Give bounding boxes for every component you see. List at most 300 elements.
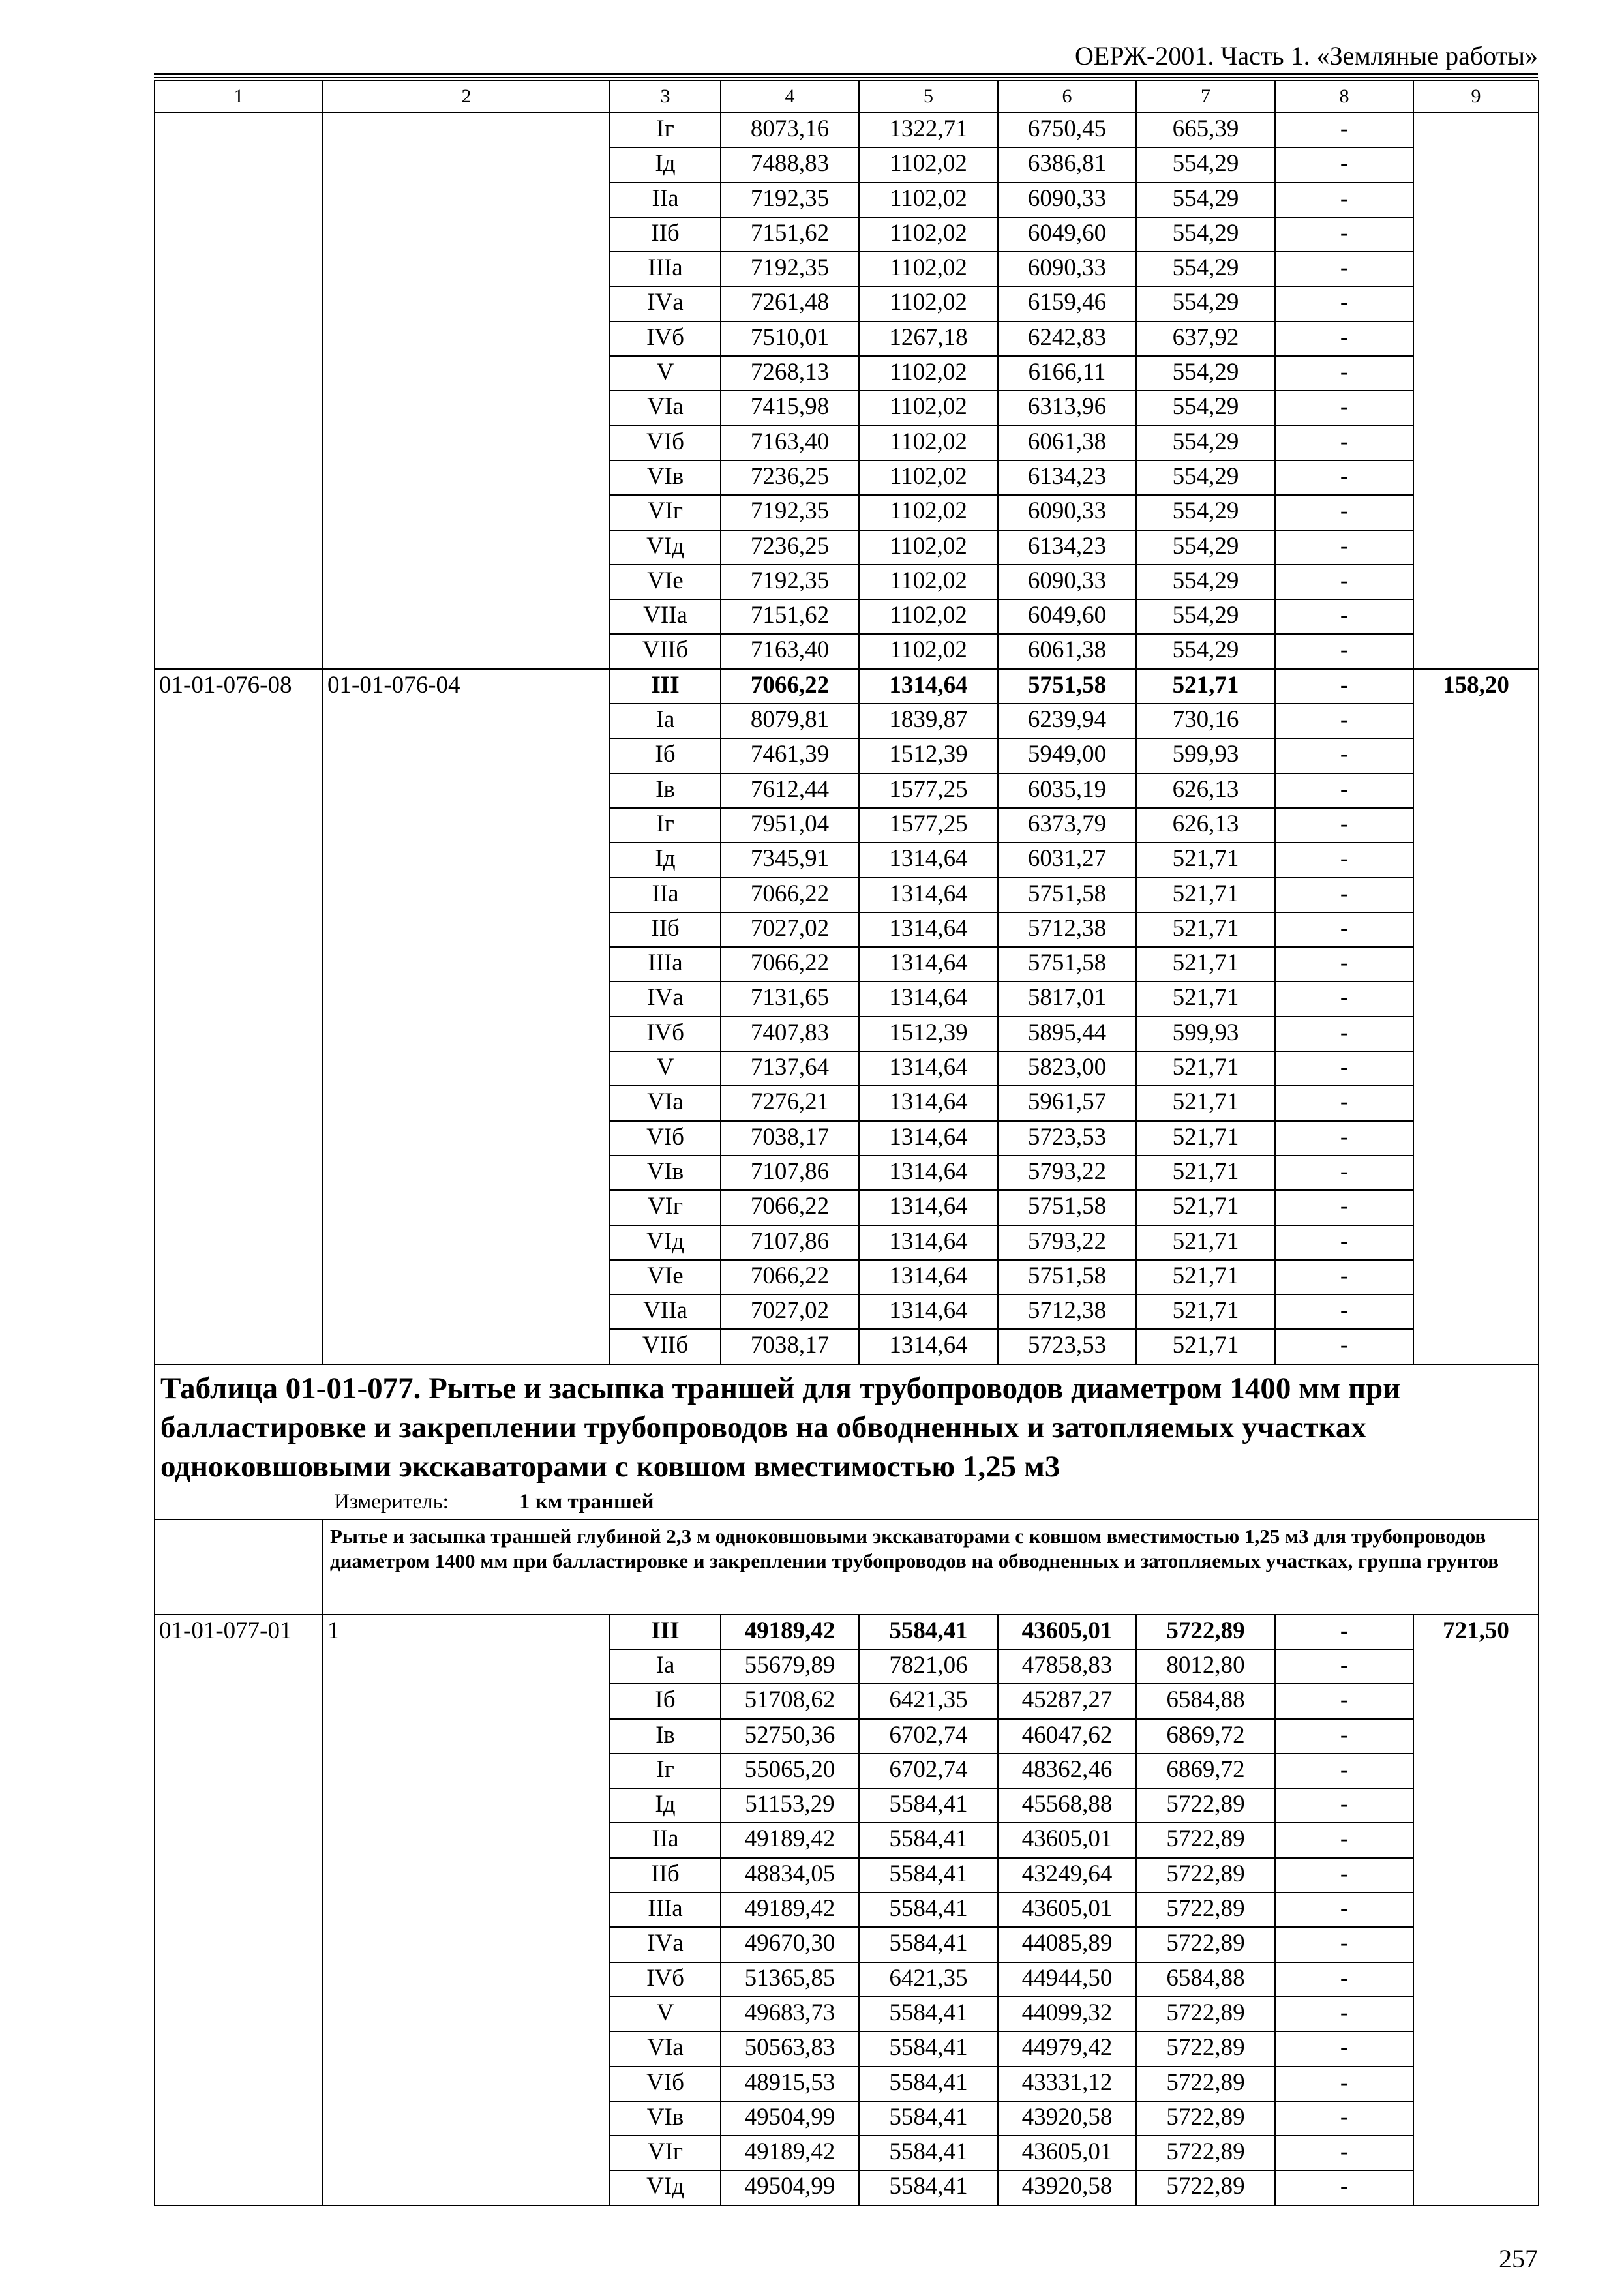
value-cell: 1839,87 <box>859 704 998 738</box>
value-cell: - <box>1275 217 1413 252</box>
value-cell: 6584,88 <box>1136 1962 1275 1997</box>
value-cell: 7192,35 <box>721 565 859 599</box>
value-cell: 5722,89 <box>1136 2136 1275 2170</box>
value-cell: 55065,20 <box>721 1754 859 1788</box>
soil-group-cell: VIд <box>610 2170 721 2205</box>
value-cell: 48915,53 <box>721 2067 859 2101</box>
soil-group-cell: VIIб <box>610 1329 721 1364</box>
soil-group-cell: IIа <box>610 878 721 912</box>
value-cell: 5722,89 <box>1136 2101 1275 2136</box>
value-cell: 1314,64 <box>859 878 998 912</box>
value-cell: 1102,02 <box>859 183 998 217</box>
value-cell: 1314,64 <box>859 981 998 1016</box>
soil-group-cell: Iб <box>610 738 721 773</box>
value-cell: - <box>1275 1156 1413 1190</box>
value-cell: 1102,02 <box>859 495 998 530</box>
soil-group-cell: III <box>610 669 721 704</box>
table-row <box>155 113 1539 147</box>
value-cell: 554,29 <box>1136 252 1275 286</box>
value-cell: 51365,85 <box>721 1962 859 1997</box>
col-number: 6 <box>998 80 1136 113</box>
value-cell: 554,29 <box>1136 495 1275 530</box>
soil-group-cell: VIб <box>610 1121 721 1156</box>
value-cell: 554,29 <box>1136 565 1275 599</box>
value-cell: 5722,89 <box>1136 1858 1275 1893</box>
value-cell: - <box>1275 1225 1413 1260</box>
value-cell: 6166,11 <box>998 356 1136 391</box>
value-cell: 7027,02 <box>721 912 859 947</box>
soil-group-cell: VIIа <box>610 1294 721 1329</box>
value-cell: 6061,38 <box>998 634 1136 668</box>
value-cell: 554,29 <box>1136 426 1275 460</box>
labor-cost-cell: 158,20 <box>1413 669 1539 1364</box>
table-title-row <box>155 1364 1539 1519</box>
value-cell: 1102,02 <box>859 426 998 460</box>
labor-cost-cell <box>1413 113 1539 669</box>
value-cell: 5722,89 <box>1136 1997 1275 2031</box>
soil-group-cell: IIб <box>610 912 721 947</box>
value-cell: 5584,41 <box>859 1927 998 1962</box>
value-cell: 521,71 <box>1136 1260 1275 1294</box>
value-cell: 6869,72 <box>1136 1719 1275 1754</box>
value-cell: 599,93 <box>1136 1017 1275 1051</box>
soil-group-cell: VIа <box>610 391 721 425</box>
value-cell: 49189,42 <box>721 1893 859 1927</box>
soil-group-cell: Iб <box>610 1684 721 1718</box>
value-cell: - <box>1275 565 1413 599</box>
value-cell: - <box>1275 530 1413 565</box>
value-cell: 521,71 <box>1136 947 1275 981</box>
value-cell: 554,29 <box>1136 356 1275 391</box>
value-cell: 8079,81 <box>721 704 859 738</box>
value-cell: 51708,62 <box>721 1684 859 1718</box>
value-cell: 6869,72 <box>1136 1754 1275 1788</box>
work-description: Рытье и засыпка траншей глубиной 2,3 м одноковшовыми экскаваторами с ковшом вместимостью 1,25 м3 для трубопроводов диаметром 1400 мм при балластировке и закреплении трубопроводов на обводненных и затопляемых участках, группа грунтов <box>323 1519 1539 1615</box>
value-cell: 7151,62 <box>721 599 859 634</box>
value-cell: - <box>1275 252 1413 286</box>
value-cell: 5584,41 <box>859 2101 998 2136</box>
value-cell: - <box>1275 1997 1413 2031</box>
value-cell: 7236,25 <box>721 460 859 495</box>
value-cell: 5723,53 <box>998 1329 1136 1364</box>
value-cell: - <box>1275 981 1413 1016</box>
value-cell: 5722,89 <box>1136 1788 1275 1823</box>
soil-group-cell: Iв <box>610 773 721 808</box>
value-cell: 7027,02 <box>721 1294 859 1329</box>
value-cell: 7066,22 <box>721 669 859 704</box>
value-cell: 7066,22 <box>721 947 859 981</box>
value-cell: 6159,46 <box>998 286 1136 321</box>
col-number: 5 <box>859 80 998 113</box>
soil-group-cell: VIа <box>610 2031 721 2066</box>
value-cell: 6584,88 <box>1136 1684 1275 1718</box>
value-cell: - <box>1275 912 1413 947</box>
value-cell: 7131,65 <box>721 981 859 1016</box>
value-cell: 1577,25 <box>859 773 998 808</box>
value-cell: 665,39 <box>1136 113 1275 147</box>
value-cell: 1102,02 <box>859 599 998 634</box>
soil-group-cell: Iа <box>610 704 721 738</box>
value-cell: 5584,41 <box>859 1997 998 2031</box>
value-cell: 5722,89 <box>1136 2170 1275 2205</box>
value-cell: 730,16 <box>1136 704 1275 738</box>
value-cell: 5722,89 <box>1136 2067 1275 2101</box>
value-cell: 5584,41 <box>859 1615 998 1649</box>
value-cell: 7612,44 <box>721 773 859 808</box>
value-cell: 43605,01 <box>998 1893 1136 1927</box>
value-cell: 1314,64 <box>859 1086 998 1120</box>
value-cell: 521,71 <box>1136 1294 1275 1329</box>
value-cell: 49683,73 <box>721 1997 859 2031</box>
soil-group-cell: Iг <box>610 808 721 843</box>
value-cell: 554,29 <box>1136 460 1275 495</box>
rate-ref-cell: 01-01-076-04 <box>323 669 610 1364</box>
value-cell: 6750,45 <box>998 113 1136 147</box>
value-cell: - <box>1275 495 1413 530</box>
header-rule <box>154 73 1538 75</box>
value-cell: 6242,83 <box>998 322 1136 356</box>
value-cell: 7107,86 <box>721 1225 859 1260</box>
value-cell: - <box>1275 1086 1413 1120</box>
soil-group-cell: Iд <box>610 1788 721 1823</box>
value-cell: 43331,12 <box>998 2067 1136 2101</box>
table-row <box>155 1615 1539 1649</box>
soil-group-cell: IIIа <box>610 252 721 286</box>
value-cell: 1314,64 <box>859 1329 998 1364</box>
col-number: 4 <box>721 80 859 113</box>
value-cell: - <box>1275 599 1413 634</box>
value-cell: 5584,41 <box>859 2067 998 2101</box>
value-cell: 626,13 <box>1136 808 1275 843</box>
value-cell: 7268,13 <box>721 356 859 391</box>
value-cell: 7415,98 <box>721 391 859 425</box>
value-cell: 521,71 <box>1136 1051 1275 1086</box>
value-cell: 521,71 <box>1136 1329 1275 1364</box>
value-cell: 521,71 <box>1136 669 1275 704</box>
value-cell: 6373,79 <box>998 808 1136 843</box>
value-cell: 7461,39 <box>721 738 859 773</box>
col-number: 3 <box>610 80 721 113</box>
rate-code-cell: 01-01-077-01 <box>155 1615 323 2206</box>
table-title: Таблица 01-01-077. Рытье и засыпка траншей для трубопроводов диаметром 1400 мм при балластировке и закреплении трубопроводов на обводненных и затопляемых участках одноковшовыми экскаваторами с ковшом вместимостью 1,25 м3 <box>160 1371 1401 1484</box>
value-cell: 1314,64 <box>859 1156 998 1190</box>
value-cell: 554,29 <box>1136 147 1275 182</box>
soil-group-cell: IIIа <box>610 1893 721 1927</box>
value-cell: 7261,48 <box>721 286 859 321</box>
value-cell: - <box>1275 356 1413 391</box>
value-cell: 5793,22 <box>998 1156 1136 1190</box>
value-cell: 43605,01 <box>998 1615 1136 1649</box>
value-cell: - <box>1275 843 1413 877</box>
value-cell: 43249,64 <box>998 1858 1136 1893</box>
soil-group-cell: VIг <box>610 2136 721 2170</box>
value-cell: 51153,29 <box>721 1788 859 1823</box>
value-cell: 1102,02 <box>859 530 998 565</box>
value-cell: 52750,36 <box>721 1719 859 1754</box>
value-cell: - <box>1275 1649 1413 1684</box>
value-cell: - <box>1275 634 1413 668</box>
value-cell: 6421,35 <box>859 1684 998 1718</box>
value-cell: 43605,01 <box>998 1823 1136 1857</box>
soil-group-cell: IVа <box>610 286 721 321</box>
soil-group-cell: IIа <box>610 183 721 217</box>
value-cell: 5712,38 <box>998 912 1136 947</box>
value-cell: 1512,39 <box>859 1017 998 1051</box>
value-cell: 6386,81 <box>998 147 1136 182</box>
measure-value: 1 км траншей <box>519 1489 654 1514</box>
value-cell: 1102,02 <box>859 565 998 599</box>
value-cell: 7163,40 <box>721 634 859 668</box>
value-cell: 6134,23 <box>998 460 1136 495</box>
value-cell: 6134,23 <box>998 530 1136 565</box>
value-cell: 45568,88 <box>998 1788 1136 1823</box>
value-cell: 5584,41 <box>859 1893 998 1927</box>
value-cell: 8012,80 <box>1136 1649 1275 1684</box>
soil-group-cell: V <box>610 356 721 391</box>
soil-group-cell: Iд <box>610 843 721 877</box>
value-cell: 1314,64 <box>859 1051 998 1086</box>
value-cell: 7066,22 <box>721 1190 859 1225</box>
value-cell: 1102,02 <box>859 356 998 391</box>
rate-code-cell: 01-01-076-08 <box>155 669 323 1364</box>
value-cell: 5584,41 <box>859 1788 998 1823</box>
value-cell: - <box>1275 704 1413 738</box>
value-cell: 7137,64 <box>721 1051 859 1086</box>
value-cell: - <box>1275 1927 1413 1962</box>
value-cell: - <box>1275 286 1413 321</box>
value-cell: 5751,58 <box>998 1190 1136 1225</box>
value-cell: 7038,17 <box>721 1329 859 1364</box>
soil-group-cell: VIIа <box>610 599 721 634</box>
value-cell: - <box>1275 1051 1413 1086</box>
header-rule-thin <box>154 77 1538 78</box>
rate-ref-cell: 1 <box>323 1615 610 2206</box>
soil-group-cell: VIб <box>610 2067 721 2101</box>
value-cell: 1314,64 <box>859 669 998 704</box>
value-cell: 6313,96 <box>998 391 1136 425</box>
value-cell: 49189,42 <box>721 1823 859 1857</box>
value-cell: 55679,89 <box>721 1649 859 1684</box>
value-cell: - <box>1275 113 1413 147</box>
value-cell: 554,29 <box>1136 391 1275 425</box>
value-cell: 7951,04 <box>721 808 859 843</box>
value-cell: - <box>1275 183 1413 217</box>
value-cell: 637,92 <box>1136 322 1275 356</box>
value-cell: 45287,27 <box>998 1684 1136 1718</box>
value-cell: - <box>1275 1788 1413 1823</box>
value-cell: 49189,42 <box>721 2136 859 2170</box>
soil-group-cell: IIб <box>610 1858 721 1893</box>
value-cell: 7345,91 <box>721 843 859 877</box>
value-cell: 6702,74 <box>859 1754 998 1788</box>
value-cell: 554,29 <box>1136 183 1275 217</box>
table-row <box>155 669 1539 704</box>
value-cell: 521,71 <box>1136 1225 1275 1260</box>
value-cell: 5712,38 <box>998 1294 1136 1329</box>
value-cell: 521,71 <box>1136 1190 1275 1225</box>
value-cell: 6090,33 <box>998 565 1136 599</box>
value-cell: 5751,58 <box>998 669 1136 704</box>
value-cell: - <box>1275 1017 1413 1051</box>
value-cell: 5584,41 <box>859 1823 998 1857</box>
soil-group-cell: IVб <box>610 322 721 356</box>
value-cell: - <box>1275 738 1413 773</box>
value-cell: 7821,06 <box>859 1649 998 1684</box>
soil-group-cell: Iв <box>610 1719 721 1754</box>
soil-group-cell: VIа <box>610 1086 721 1120</box>
value-cell: 44085,89 <box>998 1927 1136 1962</box>
value-cell: 50563,83 <box>721 2031 859 2066</box>
value-cell: 521,71 <box>1136 1086 1275 1120</box>
value-cell: 7510,01 <box>721 322 859 356</box>
soil-group-cell: VIв <box>610 2101 721 2136</box>
labor-cost-cell: 721,50 <box>1413 1615 1539 2206</box>
value-cell: 49189,42 <box>721 1615 859 1649</box>
value-cell: 5949,00 <box>998 738 1136 773</box>
value-cell: 5584,41 <box>859 1858 998 1893</box>
soil-group-cell: Iа <box>610 1649 721 1684</box>
soil-group-cell: VIе <box>610 1260 721 1294</box>
soil-group-cell: V <box>610 1997 721 2031</box>
value-cell: 49670,30 <box>721 1927 859 1962</box>
value-cell: - <box>1275 947 1413 981</box>
value-cell: - <box>1275 1121 1413 1156</box>
value-cell: 5723,53 <box>998 1121 1136 1156</box>
soil-group-cell: VIв <box>610 1156 721 1190</box>
value-cell: 5817,01 <box>998 981 1136 1016</box>
value-cell: 7038,17 <box>721 1121 859 1156</box>
value-cell: 44979,42 <box>998 2031 1136 2066</box>
soil-group-cell: VIе <box>610 565 721 599</box>
value-cell: 1102,02 <box>859 286 998 321</box>
value-cell: 49504,99 <box>721 2101 859 2136</box>
value-cell: 1314,64 <box>859 1260 998 1294</box>
value-cell: - <box>1275 878 1413 912</box>
value-cell: - <box>1275 2170 1413 2205</box>
value-cell: 6049,60 <box>998 599 1136 634</box>
soil-group-cell: IVб <box>610 1017 721 1051</box>
value-cell: 7066,22 <box>721 1260 859 1294</box>
value-cell: - <box>1275 1719 1413 1754</box>
value-cell: 521,71 <box>1136 1121 1275 1156</box>
soil-group-cell: Iг <box>610 113 721 147</box>
value-cell: 6061,38 <box>998 426 1136 460</box>
value-cell: 6049,60 <box>998 217 1136 252</box>
value-cell: 7192,35 <box>721 183 859 217</box>
soil-group-cell: IVб <box>610 1962 721 1997</box>
empty-cell <box>155 1519 323 1615</box>
value-cell: 5584,41 <box>859 2136 998 2170</box>
value-cell: - <box>1275 460 1413 495</box>
soil-group-cell: Iд <box>610 147 721 182</box>
value-cell: 7407,83 <box>721 1017 859 1051</box>
soil-group-cell: IIа <box>610 1823 721 1857</box>
value-cell: 5751,58 <box>998 878 1136 912</box>
value-cell: 6031,27 <box>998 843 1136 877</box>
value-cell: 5722,89 <box>1136 1927 1275 1962</box>
value-cell: - <box>1275 1615 1413 1649</box>
value-cell: 7276,21 <box>721 1086 859 1120</box>
value-cell: - <box>1275 2067 1413 2101</box>
value-cell: 521,71 <box>1136 843 1275 877</box>
page-number: 257 <box>1499 2244 1538 2273</box>
value-cell: 8073,16 <box>721 113 859 147</box>
value-cell: - <box>1275 2031 1413 2066</box>
value-cell: 5751,58 <box>998 1260 1136 1294</box>
value-cell: - <box>1275 1190 1413 1225</box>
value-cell: - <box>1275 322 1413 356</box>
value-cell: - <box>1275 426 1413 460</box>
value-cell: - <box>1275 2101 1413 2136</box>
value-cell: - <box>1275 1294 1413 1329</box>
value-cell: 5722,89 <box>1136 1893 1275 1927</box>
soil-group-cell: IIIа <box>610 947 721 981</box>
page-header-title: ОЕРЖ-2001. Часть 1. «Земляные работы» <box>1075 41 1538 70</box>
value-cell: 1102,02 <box>859 460 998 495</box>
soil-group-cell: IIб <box>610 217 721 252</box>
value-cell: 554,29 <box>1136 530 1275 565</box>
soil-group-cell: Iг <box>610 1754 721 1788</box>
value-cell: 1322,71 <box>859 113 998 147</box>
value-cell: 6702,74 <box>859 1719 998 1754</box>
value-cell: - <box>1275 2136 1413 2170</box>
value-cell: 49504,99 <box>721 2170 859 2205</box>
value-cell: 521,71 <box>1136 878 1275 912</box>
value-cell: 5584,41 <box>859 2031 998 2066</box>
value-cell: 1102,02 <box>859 634 998 668</box>
soil-group-cell: VIд <box>610 530 721 565</box>
value-cell: 48834,05 <box>721 1858 859 1893</box>
value-cell: 554,29 <box>1136 634 1275 668</box>
value-cell: 599,93 <box>1136 738 1275 773</box>
value-cell: 5793,22 <box>998 1225 1136 1260</box>
value-cell: 5722,89 <box>1136 1823 1275 1857</box>
rate-ref-cell <box>323 113 610 669</box>
col-number: 9 <box>1413 80 1539 113</box>
soil-group-cell: VIб <box>610 426 721 460</box>
value-cell: 43605,01 <box>998 2136 1136 2170</box>
value-cell: 6421,35 <box>859 1962 998 1997</box>
value-cell: 554,29 <box>1136 217 1275 252</box>
value-cell: 6239,94 <box>998 704 1136 738</box>
value-cell: 1102,02 <box>859 217 998 252</box>
value-cell: 43920,58 <box>998 2170 1136 2205</box>
value-cell: 7066,22 <box>721 878 859 912</box>
value-cell: - <box>1275 1823 1413 1857</box>
table-title-cell <box>155 1364 1539 1519</box>
measure-label: Измеритель: <box>334 1489 449 1514</box>
column-number-row <box>155 80 1539 113</box>
value-cell: 7192,35 <box>721 495 859 530</box>
value-cell: 521,71 <box>1136 1156 1275 1190</box>
value-cell: 1512,39 <box>859 738 998 773</box>
value-cell: - <box>1275 773 1413 808</box>
value-cell: 5722,89 <box>1136 2031 1275 2066</box>
value-cell: 7151,62 <box>721 217 859 252</box>
value-cell: 43920,58 <box>998 2101 1136 2136</box>
value-cell: 6035,19 <box>998 773 1136 808</box>
value-cell: 626,13 <box>1136 773 1275 808</box>
value-cell: 1314,64 <box>859 1190 998 1225</box>
value-cell: - <box>1275 1260 1413 1294</box>
soil-group-cell: IVа <box>610 981 721 1016</box>
value-cell: 521,71 <box>1136 981 1275 1016</box>
col-number: 1 <box>155 80 323 113</box>
value-cell: 521,71 <box>1136 912 1275 947</box>
value-cell: 1314,64 <box>859 1225 998 1260</box>
value-cell: - <box>1275 391 1413 425</box>
value-cell: 7236,25 <box>721 530 859 565</box>
